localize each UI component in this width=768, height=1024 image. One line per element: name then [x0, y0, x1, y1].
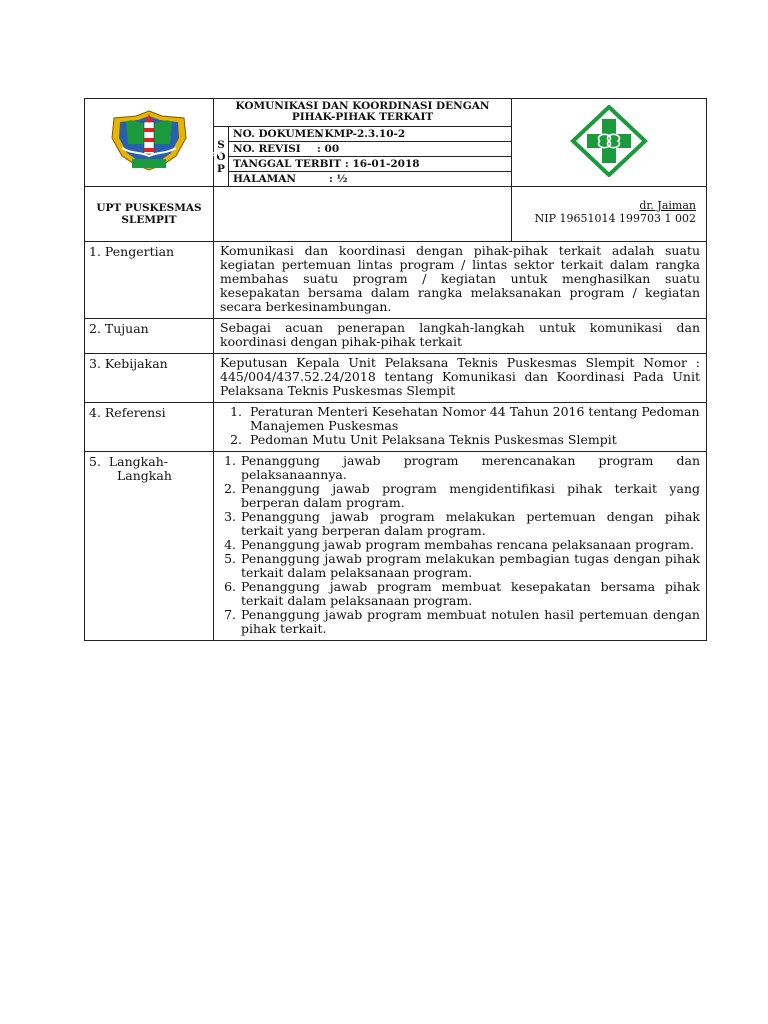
section-label-referensi: 4. Referensi	[85, 403, 214, 452]
list-item: 3. Penanggung jawab program melakukan pertemuan dengan pihak terkait yang berperan dalam program.	[224, 509, 700, 538]
meta-value: : ½	[329, 173, 348, 185]
signer-nip: NIP 19651014 199703 1 002	[534, 212, 696, 225]
emblem-label: GRESIK	[200, 152, 222, 158]
meta-value: : 00	[317, 143, 340, 155]
list-item: 2. Penanggung jawab program mengidentifikasi pihak terkait yang berperan dalam program.	[224, 481, 700, 510]
sop-label: S O P	[214, 127, 229, 187]
reference-list	[220, 405, 700, 447]
sop-table	[84, 98, 707, 641]
section-label-tujuan: 2. Tujuan	[85, 319, 214, 354]
list-item: 1. Peraturan Menteri Kesehatan Nomor 44 Tahun 2016 tentang Pedoman Manajemen Puskesmas	[230, 404, 700, 433]
meta-row-issue-date	[229, 157, 512, 172]
blank-approval-cell	[214, 187, 512, 242]
meta-row-doc-number	[229, 127, 512, 142]
section-body-referensi	[214, 403, 707, 452]
section-label-kebijakan: 3. Kebijakan	[85, 354, 214, 403]
section-label-pengertian: 1. Pengertian	[85, 242, 214, 319]
section-body-kebijakan: Keputusan Kepala Unit Pelaksana Teknis Puskesmas Slempit Nomor : 445/004/437.52.24/2018 tentang Komunikasi dan Koordinasi Pada Unit Pelaksana Teknis Puskesmas Slempit	[214, 354, 707, 403]
document-meta-table	[214, 126, 511, 186]
puskesmas-logo-icon	[569, 105, 649, 177]
section-body-pengertian: Komunikasi dan koordinasi dengan pihak-pihak terkait adalah suatu kegiatan pertemuan lintas program / lintas sektor terkait dalam rangka membahas suatu program / kegiatan untuk menghasilkan suatu kesepakatan bersama dalam rangka melaksanakan program / kegiatan secara berkesinambungan.	[214, 242, 707, 319]
list-item: 2. Pedoman Mutu Unit Pelaksana Teknis Puskesmas Slempit	[230, 432, 617, 447]
list-item: 6. Penanggung jawab program membuat kesepakatan bersama pihak terkait dalam pelaksanaan program.	[224, 579, 700, 608]
list-item: 4. Penanggung jawab program membahas rencana pelaksanaan program.	[224, 537, 694, 552]
right-logo-cell	[512, 99, 707, 187]
list-item: 5. Penanggung jawab program melakukan pembagian tugas dengan pihak terkait dalam pelaksanaan program.	[224, 551, 700, 580]
document-title: KOMUNIKASI DAN KOORDINASI DENGAN PIHAK-PIHAK TERKAIT	[235, 100, 490, 123]
steps-list	[220, 454, 700, 636]
sop-document	[84, 98, 706, 641]
section-label-langkah: 5. Langkah- Langkah	[85, 452, 214, 641]
meta-label: NO. DOKUMEN	[233, 128, 324, 140]
meta-row-revision	[229, 142, 512, 157]
header-center-cell	[214, 99, 512, 187]
list-item: 7. Penanggung jawab program membuat notulen hasil pertemuan dengan pihak terkait.	[224, 607, 700, 636]
signature-block	[512, 187, 707, 242]
meta-value: : KMP-2.3.10-2	[317, 128, 406, 140]
meta-row-page	[229, 172, 512, 187]
section-body-langkah	[214, 452, 707, 641]
signer-name: dr. Jaiman	[639, 199, 696, 212]
meta-label: TANGGAL TERBIT	[233, 158, 342, 170]
organization-name: UPT PUSKESMAS SLEMPIT	[85, 187, 214, 242]
gresik-regency-emblem-icon	[106, 108, 192, 174]
meta-label: HALAMAN	[233, 173, 296, 185]
list-item: 1. Penanggung jawab program merencanakan program dan pelaksanaannya.	[224, 453, 700, 482]
meta-value: : 16-01-2018	[344, 158, 420, 170]
section-body-tujuan: Sebagai acuan penerapan langkah-langkah untuk komunikasi dan koordinasi dengan pihak-pihak terkait	[214, 319, 707, 354]
meta-label: NO. REVISI	[233, 143, 301, 155]
